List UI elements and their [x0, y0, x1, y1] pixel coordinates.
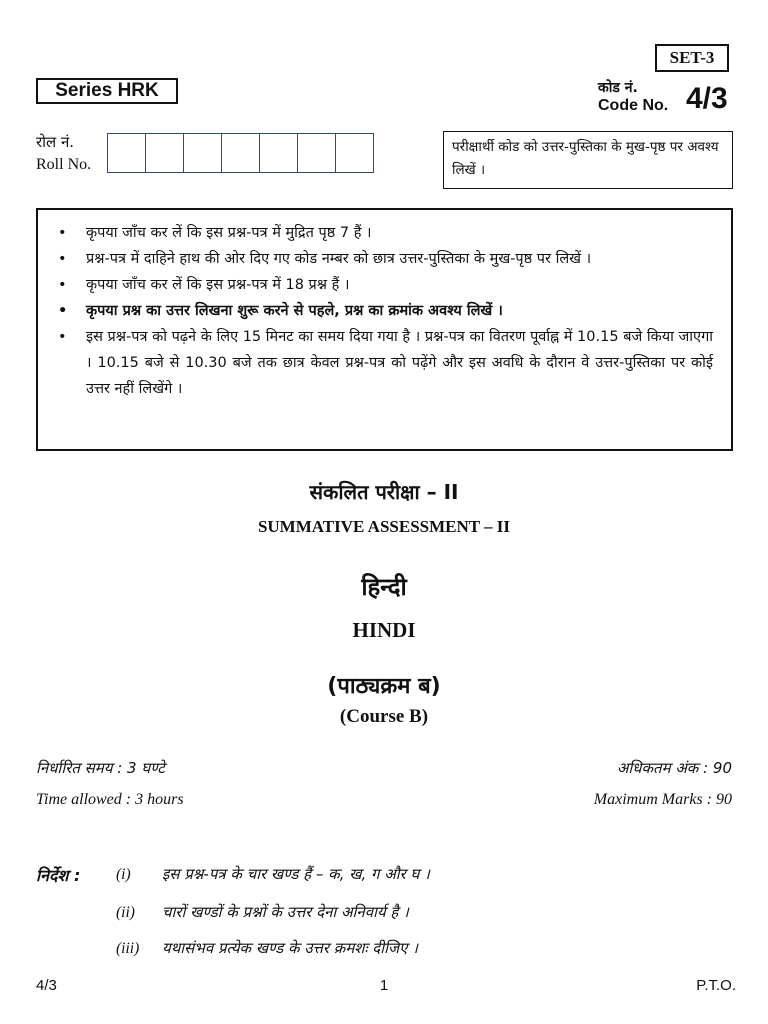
direction-text: चारों खण्डों के प्रश्नों के उत्तर देना अनिवार्य है ।	[162, 903, 409, 921]
bullet-icon: •	[58, 277, 67, 293]
exam-title-english: SUMMATIVE ASSESSMENT – II	[257, 517, 511, 536]
bullet-icon: •	[58, 251, 67, 267]
exam-title-hindi: संकलित परीक्षा – II	[309, 480, 459, 504]
instruction-text: इस प्रश्न-पत्र को पढ़ने के लिए 15 मिनट का समय दिया गया है । प्रश्न-पत्र का वितरण पूर्वाह्न में 10.15 बजे किया जाएगा । 10.15 बजे से 10.30 बजे तक छात्र केवल प्रश्न-पत्र को पढ़ेंगे और इस अवधि के दौरान वे उत्तर-पुस्तिका पर कोई उत्तर नहीं लिखेंगे ।	[86, 329, 713, 397]
code-number: 4/3	[686, 82, 728, 115]
instruction-text: कृपया जाँच कर लें कि इस प्रश्न-पत्र में 18 प्रश्न हैं ।	[86, 277, 350, 293]
roll-label-hindi: रोल नं.	[36, 133, 75, 151]
subject-english: HINDI	[352, 618, 416, 642]
roll-number-boxes	[108, 133, 374, 173]
candidate-note-box: परीक्षार्थी कोड को उत्तर-पुस्तिका के मुख-पृष्ठ पर अवश्य लिखें ।	[443, 131, 733, 189]
instruction-item	[58, 220, 713, 246]
max-marks-english: Maximum Marks : 90	[593, 791, 732, 808]
bullet-icon: •	[58, 329, 67, 345]
general-instructions-box	[36, 208, 733, 451]
instruction-item	[58, 272, 713, 298]
direction-text: इस प्रश्न-पत्र के चार खण्ड हैं – क, ख, ग और घ ।	[162, 865, 430, 883]
set-label: SET-3	[655, 44, 729, 72]
instruction-text: प्रश्न-पत्र में दाहिने हाथ की ओर दिए गए कोड नम्बर को छात्र उत्तर-पुस्तिका के मुख-पृष्ठ पर लिखें ।	[86, 251, 592, 267]
roll-number-cell[interactable]	[259, 133, 298, 173]
footer-code: 4/3	[36, 977, 57, 994]
instructions-list	[58, 220, 713, 402]
subject-hindi: हिन्दी	[361, 573, 407, 601]
directions-label: निर्देश :	[36, 866, 81, 885]
roll-number-cell[interactable]	[221, 133, 260, 173]
page-number: 1	[379, 977, 389, 994]
code-label-hindi: कोड नं.	[598, 80, 638, 96]
time-allowed-hindi: निर्धारित समय : 3 घण्टे	[36, 759, 165, 777]
direction-number: (iii)	[116, 940, 140, 957]
direction-number: (ii)	[116, 904, 135, 921]
time-allowed-english: Time allowed : 3 hours	[36, 791, 184, 808]
instruction-item	[58, 246, 713, 272]
roll-number-cell[interactable]	[145, 133, 184, 173]
instruction-text: कृपया प्रश्न का उत्तर लिखना शुरू करने से पहले, प्रश्न का क्रमांक अवश्य लिखें ।	[86, 303, 503, 319]
course-english: (Course B)	[339, 706, 429, 727]
roll-number-cell[interactable]	[297, 133, 336, 173]
direction-text: यथासंभव प्रत्येक खण्ड के उत्तर क्रमशः दीजिए ।	[162, 939, 418, 957]
max-marks-hindi: अधिकतम अंक : 90	[616, 759, 732, 777]
bullet-icon: •	[58, 303, 68, 319]
roll-number-cell[interactable]	[107, 133, 146, 173]
code-label-english: Code No.	[598, 97, 669, 114]
course-hindi: (पाठ्यक्रम ब)	[327, 674, 441, 699]
roll-number-cell[interactable]	[183, 133, 222, 173]
instruction-text: कृपया जाँच कर लें कि इस प्रश्न-पत्र में मुद्रित पृष्ठ 7 हैं ।	[86, 225, 372, 241]
direction-number: (i)	[116, 866, 131, 883]
instruction-item	[58, 324, 713, 402]
bullet-icon: •	[58, 225, 67, 241]
roll-label-english: Roll No.	[36, 156, 92, 173]
roll-number-cell[interactable]	[335, 133, 374, 173]
pto-label: P.T.O.	[696, 977, 736, 994]
series-label: Series HRK	[36, 78, 178, 104]
instruction-item	[58, 298, 713, 324]
